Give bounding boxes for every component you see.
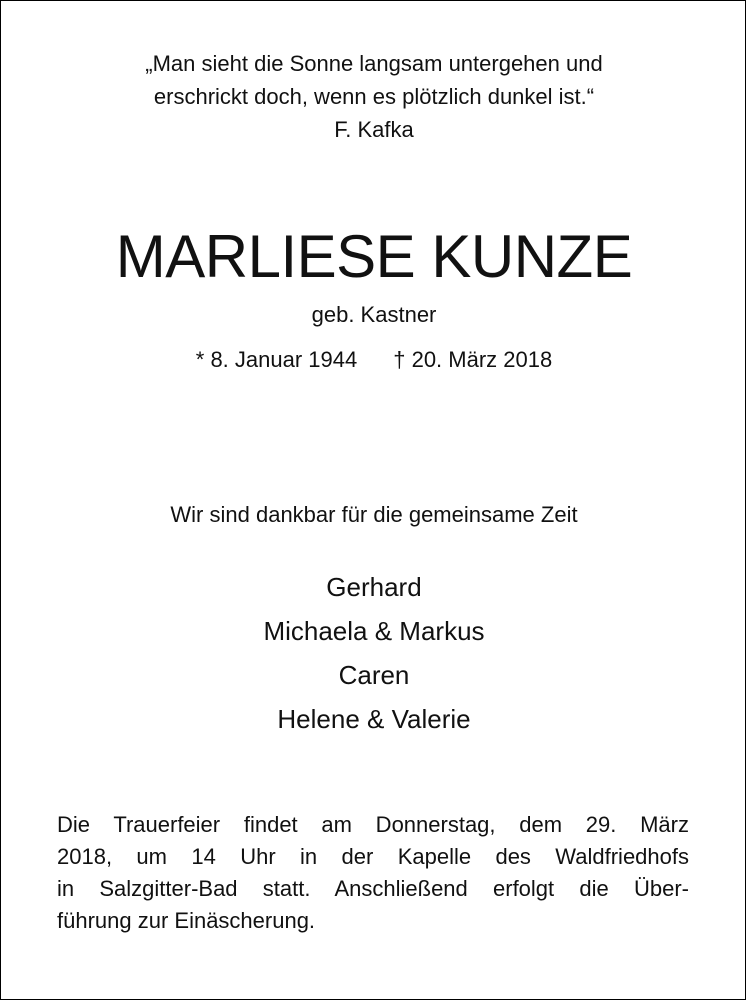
funeral-notice-line: Die Trauerfeier findet am Donnerstag, dem 29. März [57,812,689,837]
family-member: Helene & Valerie [277,704,471,734]
funeral-notice [57,809,689,937]
family-member: Gerhard [326,572,422,602]
gratitude-text: Wir sind dankbar für die gemeinsame Zeit [170,502,578,527]
maiden-name: geb. Kastner [311,302,437,327]
quote-line-2: erschrickt doch, wenn es plötzlich dunkel ist.“ [153,84,595,109]
funeral-notice-line: 2018, um 14 Uhr in der Kapelle des Waldfriedhofs [57,844,689,869]
family-member: Caren [338,660,410,690]
family-list [1,565,746,741]
kafka-quote [1,47,746,146]
life-dates [1,344,746,376]
quote-line-1: „Man sieht die Sonne langsam untergehen und [145,51,603,76]
family-member: Michaela & Markus [263,616,485,646]
quote-author: F. Kafka [334,117,414,142]
funeral-notice-line: in Salzgitter-Bad statt. Anschließend erfolgt die Über- [57,876,689,901]
funeral-notice-line: führung zur Einäscherung. [57,908,316,933]
death-date: † 20. März 2018 [393,347,553,372]
deceased-name: MARLIESE KUNZE [115,223,633,290]
birth-date: * 8. Januar 1944 [195,347,358,372]
